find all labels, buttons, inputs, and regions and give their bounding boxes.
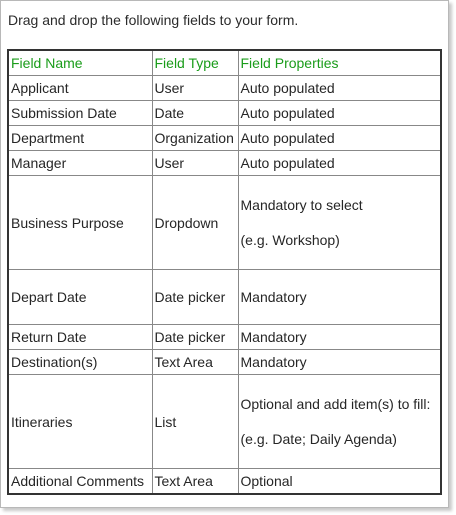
field-properties-cell: Auto populated	[238, 151, 441, 176]
field-type-cell: Organization	[152, 126, 238, 151]
field-properties-cell: Auto populated	[238, 101, 441, 126]
table-row	[8, 176, 441, 270]
field-name-cell: Additional Comments	[8, 469, 152, 494]
field-properties-cell	[238, 176, 441, 270]
field-properties-cell: Auto populated	[238, 76, 441, 101]
field-type-cell: User	[152, 151, 238, 176]
header-field-properties: Field Properties	[238, 50, 441, 76]
field-name-cell: Depart Date	[8, 270, 152, 325]
field-properties-example: (e.g. Workshop)	[240, 232, 340, 248]
field-name-cell: Manager	[8, 151, 152, 176]
field-properties-cell: Mandatory	[238, 325, 441, 350]
field-properties-line: Mandatory to select	[240, 197, 363, 213]
header-field-name: Field Name	[8, 50, 152, 76]
table-row	[8, 76, 441, 101]
field-name-cell: Applicant	[8, 76, 152, 101]
table-row	[8, 126, 441, 151]
field-type-cell: Dropdown	[152, 176, 238, 270]
field-name-cell: Destination(s)	[8, 350, 152, 375]
field-name-cell: Return Date	[8, 325, 152, 350]
field-type-cell: Date picker	[152, 325, 238, 350]
field-type-cell: Date picker	[152, 270, 238, 325]
header-field-type: Field Type	[152, 50, 238, 76]
table-row	[8, 151, 441, 176]
field-properties-example: (e.g. Date; Daily Agenda)	[240, 431, 397, 447]
field-type-cell: User	[152, 76, 238, 101]
table-header-row	[8, 50, 441, 76]
table-row	[8, 270, 441, 325]
field-type-cell: List	[152, 375, 238, 469]
field-type-cell: Text Area	[152, 469, 238, 494]
field-name-cell: Submission Date	[8, 101, 152, 126]
field-properties-cell: Optional	[238, 469, 441, 494]
field-properties-line: Optional and add item(s) to fill:	[240, 396, 431, 412]
table-row	[8, 469, 441, 494]
field-properties-cell	[238, 375, 441, 469]
table-row	[8, 350, 441, 375]
table-row	[8, 325, 441, 350]
field-name-cell: Department	[8, 126, 152, 151]
field-properties-cell: Auto populated	[238, 126, 441, 151]
field-name-cell: Business Purpose	[8, 176, 152, 270]
table-row	[8, 375, 441, 469]
field-name-cell: Itineraries	[8, 375, 152, 469]
table-row	[8, 101, 441, 126]
field-type-cell: Date	[152, 101, 238, 126]
field-type-cell: Text Area	[152, 350, 238, 375]
intro-text: Drag and drop the following fields to your form.	[8, 12, 299, 28]
fields-table	[7, 49, 442, 495]
field-properties-cell: Mandatory	[238, 350, 441, 375]
field-properties-cell: Mandatory	[238, 270, 441, 325]
